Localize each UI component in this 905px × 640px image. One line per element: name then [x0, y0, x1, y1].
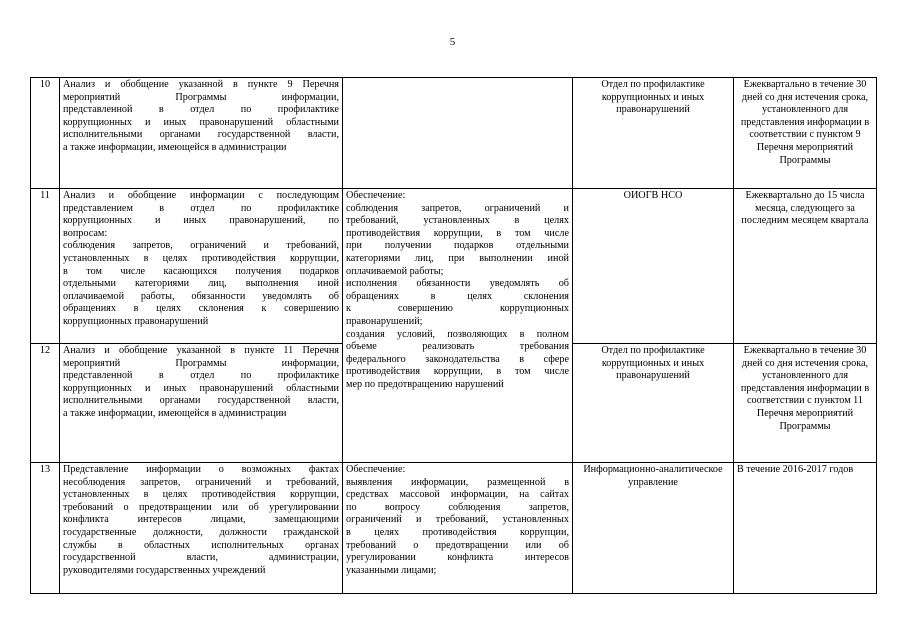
measure-cell	[60, 463, 343, 594]
text-line: в целях противодействия коррупции,	[346, 526, 569, 538]
text-line: государственные должности, должности гражданской	[63, 526, 339, 538]
text-line: при получении подарков отдельными	[346, 240, 569, 252]
text-line: несоблюдения запретов, ограничений и требований,	[63, 476, 339, 488]
text-line: коррупционных и иных правонарушений, по	[63, 215, 339, 227]
deadline-cell: Ежеквартально в течение 30 дней со дня истечения срока, установленного для представления информации в соответствии с пунктом 9 Перечня мероприятий Программы	[734, 78, 877, 189]
text-line: Обеспечение:	[346, 190, 406, 201]
page-number: 5	[449, 36, 456, 48]
text-line: мероприятий Программы информации,	[63, 91, 339, 103]
row-number: 13	[31, 463, 60, 594]
table-row	[31, 78, 877, 189]
measure-cell	[60, 344, 343, 463]
text-line: категориями лиц, при выполнении иной	[346, 252, 569, 264]
text-line: коррупционных правонарушений	[63, 315, 209, 327]
text-line: выявления информации, размещенной в	[346, 476, 569, 488]
measure-cell	[60, 78, 343, 189]
text-line: требований о предотвращении или об урегулировании	[63, 501, 339, 513]
row-number: 10	[31, 78, 60, 189]
text-line: установленных в целях противодействия коррупции,	[63, 489, 339, 501]
text-line: объеме реализовать требования	[346, 341, 569, 353]
text-line: Представление информации о возможных фактах	[63, 464, 339, 475]
text-line: оплачиваемой работы, обязанности уведомлять об	[63, 290, 339, 302]
text-line: отдельными категориями лиц, выполнения иной	[63, 278, 339, 290]
executor-cell: Отдел по профилактике коррупционных и иных правонарушений	[573, 78, 734, 189]
deadline-cell: В течение 2016-2017 годов	[734, 463, 877, 594]
result-cell	[343, 78, 573, 189]
text-line: соблюдения запретов, ограничений и	[346, 202, 569, 214]
text-line: исполнения обязанности уведомлять об	[346, 278, 569, 290]
text-line: в том числе касающихся получения подарков	[63, 265, 339, 277]
text-line: вопросам:	[63, 227, 108, 239]
text-line: службы в областных исполнительных органах	[63, 539, 339, 551]
text-line: руководителями государственных учреждений	[63, 564, 266, 576]
table-row	[31, 189, 877, 344]
text-line: противодействия коррупции, в том числе	[346, 227, 569, 239]
text-line: средствах массовой информации, на сайтах	[346, 489, 569, 501]
text-line: коррупционных и иных правонарушений областными	[63, 116, 339, 128]
text-line: а также информации, имеющейся в администрации	[63, 141, 287, 153]
measures-table	[30, 77, 877, 594]
text-line: представленной в отдел по профилактике	[63, 370, 339, 382]
text-line: требований, установленных в целях	[346, 215, 569, 227]
text-line: представленной в отдел по профилактике	[63, 104, 339, 116]
text-line: установленных в целях противодействия коррупции,	[63, 252, 339, 264]
deadline-cell: Ежеквартально до 15 числа месяца, следующего за последним месяцем квартала	[734, 189, 877, 344]
text-line: Обеспечение:	[346, 464, 406, 475]
executor-cell: Информационно-аналитическое управление	[573, 463, 734, 594]
text-line: создания условий, позволяющих в полном	[346, 328, 569, 340]
text-line: правонарушений;	[346, 315, 423, 327]
result-cell	[343, 189, 573, 463]
text-line: обращениях в целях склонения к совершению	[63, 303, 339, 315]
table-row	[31, 463, 877, 594]
text-line: ограничений и требований, установленных	[346, 514, 569, 526]
text-line: представлением в отдел по профилактике	[63, 202, 339, 214]
text-line: исполнительными органами государственной власти,	[63, 129, 339, 141]
text-line: соблюдения запретов, ограничений и требований,	[63, 240, 339, 252]
text-line: коррупционных и иных правонарушений областными	[63, 382, 339, 394]
text-line: мероприятий Программы информации,	[63, 357, 339, 369]
measure-cell	[60, 189, 343, 344]
row-number: 12	[31, 344, 60, 463]
text-line: урегулировании конфликта интересов	[346, 552, 569, 564]
result-cell	[343, 463, 573, 594]
deadline-cell: Ежеквартально в течение 30 дней со дня истечения срока, установленного для представления информации в соответствии с пунктом 11 Перечня мероприятий Программы	[734, 344, 877, 463]
text-line: Анализ и обобщение указанной в пункте 11 Перечня	[63, 345, 339, 356]
text-line: Анализ и обобщение указанной в пункте 9 Перечня	[63, 79, 339, 90]
row-number: 11	[31, 189, 60, 344]
text-line: исполнительными органами государственной власти,	[63, 395, 339, 407]
text-line: конфликта интересов лицами, замещающими	[63, 514, 339, 526]
text-line: по вопросу соблюдения запретов,	[346, 501, 569, 513]
text-line: обращениях в целях склонения	[346, 290, 569, 302]
text-line: к совершению коррупционных	[346, 303, 569, 315]
text-line: государственной власти, администрации,	[63, 552, 339, 564]
text-line: указанными лицами;	[346, 564, 437, 576]
executor-cell: Отдел по профилактике коррупционных и иных правонарушений	[573, 344, 734, 463]
text-line: а также информации, имеющейся в администрации	[63, 407, 287, 419]
executor-cell: ОИОГВ НСО	[573, 189, 734, 344]
text-line: требований о предотвращении или об	[346, 539, 569, 551]
text-line: противодействия коррупции, в том числе	[346, 366, 569, 378]
text-line: Анализ и обобщение информации с последующим	[63, 190, 339, 201]
text-line: федерального законодательства в сфере	[346, 353, 569, 365]
text-line: мер по предотвращению нарушений	[346, 378, 504, 390]
text-line: оплачиваемой работы;	[346, 265, 444, 277]
